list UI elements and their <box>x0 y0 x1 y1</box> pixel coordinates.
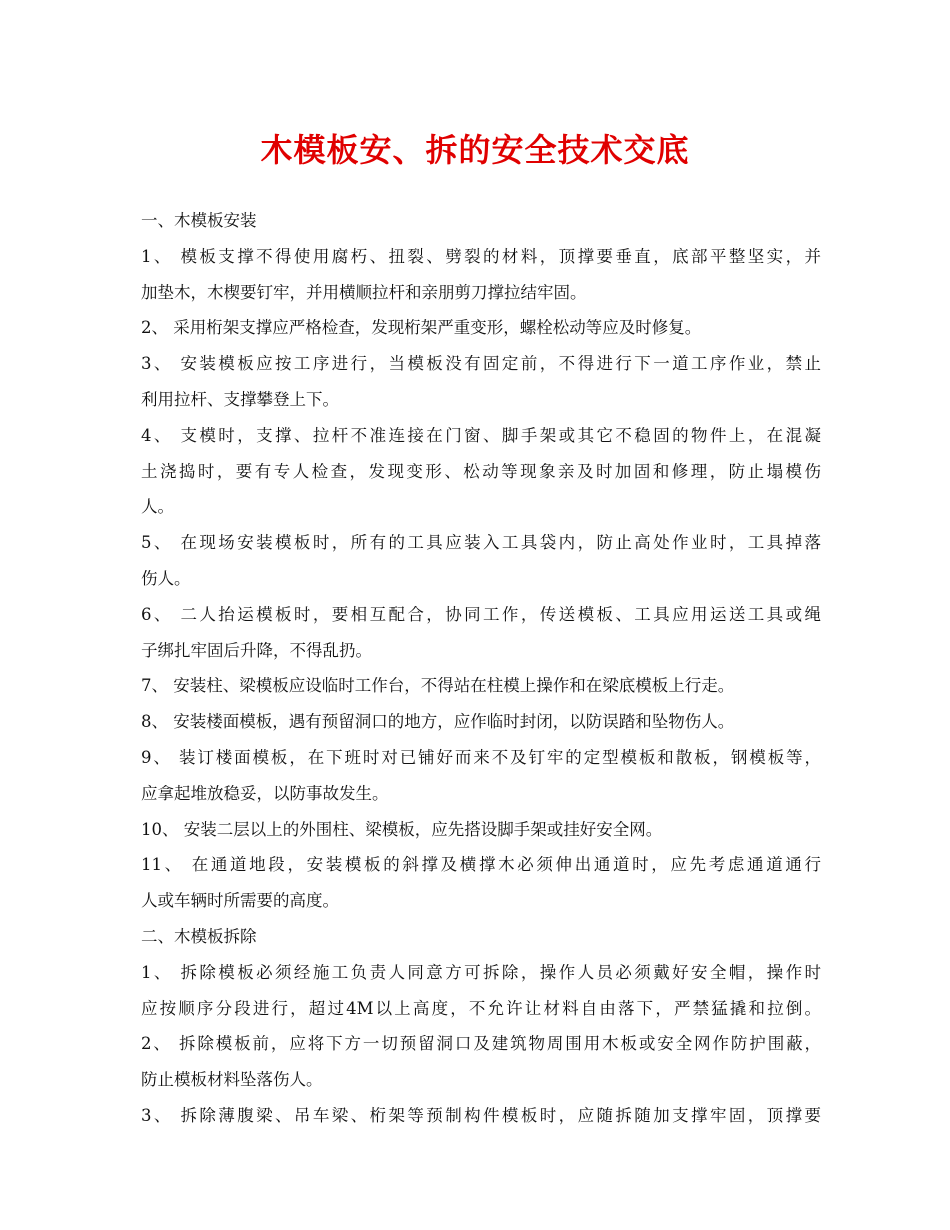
text-line: 5、 在现场安装模板时，所有的工具应装入工具袋内，防止高处作业时，工具掉落 <box>141 533 821 553</box>
text-line: 2、 采用桁架支撑应严格检查，发现桁架严重变形，螺栓松动等应及时修复。 <box>141 318 702 338</box>
text-line: 一、木模板安装 <box>141 211 257 230</box>
document-body <box>141 203 821 1134</box>
text-line: 人。 <box>141 497 174 517</box>
text-line: 应按顺序分段进行，超过4M以上高度，不允许让材料自由落下，严禁猛撬和拉倒。 <box>141 998 821 1018</box>
text-line: 加垫木，木楔要钉牢，并用横顺拉杆和亲朋剪刀撑拉结牢固。 <box>141 282 587 302</box>
text-line: 3、 拆除薄腹梁、吊车梁、桁架等预制构件模板时，应随拆随加支撑牢固，顶撑要 <box>141 1105 821 1125</box>
text-line: 10、 安装二层以上的外围柱、梁模板，应先搭设脚手架或挂好安全网。 <box>141 819 663 839</box>
text-line: 7、 安装柱、梁模板应设临时工作台，不得站在柱模上操作和在梁底模板上行走。 <box>141 676 735 696</box>
text-line: 2、 拆除模板前，应将下方一切预留洞口及建筑物周围用木板或安全网作防护围蔽， <box>141 1034 821 1054</box>
text-line: 1、 拆除模板必须经施工负责人同意方可拆除，操作人员必须戴好安全帽，操作时 <box>141 962 821 982</box>
text-line: 利用拉杆、支撑攀登上下。 <box>141 389 339 409</box>
text-line: 土浇捣时，要有专人检查，发现变形、松动等现象亲及时加固和修理，防止塌模伤 <box>141 461 821 481</box>
text-line: 防止模板材料坠落伤人。 <box>141 1070 323 1090</box>
text-line: 应拿起堆放稳妥，以防事故发生。 <box>141 783 389 803</box>
text-line: 6、 二人抬运模板时，要相互配合，协同工作，传送模板、工具应用运送工具或绳 <box>141 604 821 624</box>
text-line: 人或车辆时所需要的高度。 <box>141 891 339 911</box>
text-line: 11、 在通道地段，安装模板的斜撑及横撑木必须伸出通道时，应先考虑通道通行 <box>141 855 821 875</box>
text-line: 9、 装订楼面模板，在下班时对已铺好而来不及钉牢的定型模板和散板，钢模板等， <box>141 747 821 767</box>
text-line: 伤人。 <box>141 568 191 588</box>
text-line: 4、 支模时，支撑、拉杆不准连接在门窗、脚手架或其它不稳固的物件上，在混凝 <box>141 425 821 445</box>
text-line: 子绑扎牢固后升降，不得乱扔。 <box>141 640 372 660</box>
document-title: 木模板安、拆的安全技术交底 <box>260 131 690 169</box>
text-line: 8、 安装楼面模板，遇有预留洞口的地方，应作临时封闭，以防误踏和坠物伤人。 <box>141 712 735 732</box>
text-line: 二、木模板拆除 <box>141 926 257 946</box>
text-line: 3、 安装模板应按工序进行，当模板没有固定前，不得进行下一道工序作业，禁止 <box>141 354 821 374</box>
text-line: 1、 模板支撑不得使用腐朽、扭裂、劈裂的材料，顶撑要垂直，底部平整坚实，并 <box>141 246 821 266</box>
